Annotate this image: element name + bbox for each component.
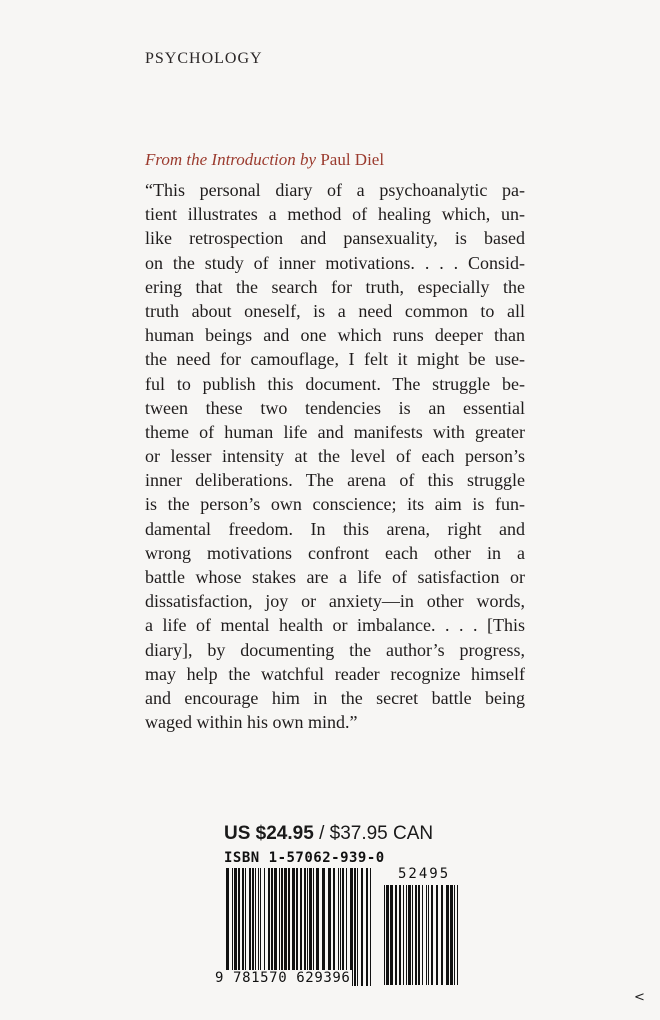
price-line	[224, 823, 433, 845]
barcode-bar	[279, 868, 280, 986]
quote-line: like retrospection and pansexuality, is based	[145, 228, 525, 249]
barcode-bar	[354, 868, 356, 986]
barcode-ean13	[224, 868, 374, 986]
quote-line: is the person’s own conscience; its aim is fun-	[145, 494, 525, 515]
quote-line: tient illustrates a method of healing which, un-	[145, 204, 525, 225]
barcode-bar	[403, 885, 404, 985]
barcode-bar	[226, 868, 229, 986]
barcode-bar	[313, 868, 314, 986]
barcode-bar	[300, 868, 302, 986]
barcode-bar	[350, 868, 353, 986]
quote-line: ful to publish this document. The struggle be-	[145, 373, 525, 394]
barcode-bar	[395, 885, 397, 985]
barcode-bar	[361, 868, 363, 986]
barcode-bar	[390, 885, 393, 985]
barcode-bar	[426, 885, 427, 985]
barcode-bar	[234, 868, 237, 986]
barcode-bar	[340, 868, 341, 986]
introduction-quote	[145, 178, 525, 734]
barcode-bar	[450, 885, 453, 985]
quote-line: the need for camouflage, I felt it might be use-	[145, 349, 525, 370]
intro-heading-author: Paul Diel	[320, 150, 385, 169]
barcode-bar	[457, 885, 458, 985]
barcode-bar	[307, 868, 308, 986]
barcode-bar	[357, 868, 358, 986]
quote-line: waged within his own mind.”	[145, 712, 358, 733]
barcode-bar	[408, 885, 411, 985]
barcode-addon-digits: 52495	[398, 866, 451, 882]
barcode-bar	[249, 868, 251, 986]
barcode-bar	[288, 868, 290, 986]
barcode-bar	[415, 885, 417, 985]
barcode-bar	[232, 868, 233, 986]
barcode-bar	[328, 868, 331, 986]
barcode-bar	[446, 885, 449, 985]
barcode-bar	[245, 868, 246, 986]
barcode-digits: 9 781570 629396	[215, 970, 351, 986]
barcode-bar	[255, 868, 256, 986]
barcode-bar	[292, 868, 295, 986]
quote-line: ering that the search for truth, especially the	[145, 276, 525, 297]
quote-line: battle whose stakes are a life of satisfaction or	[145, 567, 525, 587]
quote-line: dissatisfaction, joy or anxiety—in other words,	[145, 591, 525, 612]
barcode-bar	[238, 868, 240, 986]
barcode-bar	[258, 868, 259, 986]
barcode-bar	[264, 868, 265, 986]
barcode-bar	[418, 885, 420, 985]
quote-line: inner deliberations. The arena of this struggle	[145, 470, 525, 491]
barcode-bar	[386, 885, 389, 985]
edge-mark: <	[634, 990, 645, 1005]
quote-line: theme of human life and manifests with greater	[145, 421, 525, 442]
barcode-bar	[342, 868, 344, 986]
barcode-bar	[370, 868, 371, 986]
quote-line: on the study of inner motivations. . . . Consid-	[145, 252, 525, 273]
barcode-bar	[412, 885, 413, 985]
quote-line: and encourage him in the secret battle being	[145, 687, 525, 708]
barcode-bar	[366, 868, 368, 986]
barcode-bar	[281, 868, 283, 986]
barcode-bar	[284, 868, 287, 986]
quote-line: “This personal diary of a psychoanalytic pa-	[145, 180, 525, 200]
barcode-bar	[271, 868, 273, 986]
quote-line: wrong motivations confront each other in a	[145, 542, 525, 563]
category-label: PSYCHOLOGY	[145, 50, 263, 67]
barcode-bar	[338, 868, 339, 986]
quote-line: or lesser intensity at the level of each person’s	[145, 446, 525, 467]
quote-line: diary], by documenting the author’s progress,	[145, 639, 525, 660]
quote-line: tween these two tendencies is an essential	[145, 397, 525, 418]
barcode-bar	[322, 868, 325, 986]
barcode-bar	[346, 868, 347, 986]
intro-heading-prefix: From the Introduction by	[145, 150, 317, 169]
barcode-bar	[274, 868, 277, 986]
barcode-bar	[333, 868, 335, 986]
barcode-bar	[436, 885, 438, 985]
price-us: US $24.95	[224, 823, 314, 844]
quote-line: may help the watchful reader recognize himself	[145, 663, 525, 684]
isbn-label: ISBN 1-57062-939-0	[224, 850, 385, 866]
barcode-bar	[422, 885, 423, 985]
barcode-bar	[428, 885, 429, 985]
barcode-bar	[454, 885, 455, 985]
barcode-bar	[406, 885, 407, 985]
quote-line: truth about oneself, is a need common to all	[145, 300, 525, 321]
barcode-bar	[384, 885, 385, 985]
barcode-bar	[304, 868, 306, 986]
barcode-bar	[309, 868, 312, 986]
barcode-bar	[296, 868, 298, 986]
barcode-bar	[441, 885, 443, 985]
price-separator: /	[313, 823, 330, 844]
price-can: $37.95 CAN	[329, 823, 434, 844]
barcode-bar	[252, 868, 254, 986]
barcode-bar	[399, 885, 401, 985]
barcode-addon	[382, 885, 462, 985]
barcode-bar	[431, 885, 433, 985]
barcode-bar	[242, 868, 244, 986]
barcode-bar	[268, 868, 270, 986]
quote-line: human beings and one which runs deeper than	[145, 325, 525, 346]
barcode-bar	[260, 868, 261, 986]
intro-heading	[145, 150, 384, 170]
quote-line: a life of mental health or imbalance. . . . [This	[145, 615, 525, 636]
quote-line: damental freedom. In this arena, right and	[145, 518, 525, 539]
barcode-bar	[316, 868, 319, 986]
